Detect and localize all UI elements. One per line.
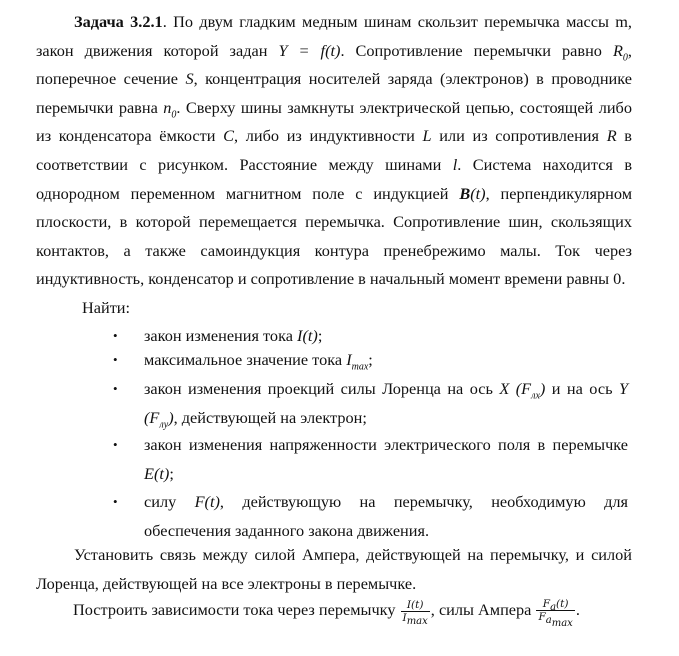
bullet-marker: • <box>113 494 118 509</box>
ampere-ratio-fraction: $\frac{F_a(t)}{F_{a_{max}}}$ <box>538 598 573 630</box>
bullet-marker: • <box>113 328 118 343</box>
symbol-current: I(t) <box>297 326 318 345</box>
list-item: силу F(t), действующую на перемычку, необходимую для обеспечения заданного закона движения. <box>144 492 628 540</box>
bullet-marker: • <box>113 381 118 396</box>
list-item: максимальное значение тока $I_{max}$; <box>144 350 373 373</box>
find-heading: Найти: <box>82 298 131 317</box>
symbol-b-arg: (t) <box>470 183 486 203</box>
text-run: , поперечное сечение <box>36 40 632 89</box>
text-run: , концентрация носителей заряда (электронов) в проводнике перемычки равна <box>36 69 632 117</box>
list-item: закон изменения проекций силы Лоренца на ось X $(F_{лx})$ и на ось Y $(F_{лy})$, действующей на электрон; <box>144 379 628 430</box>
symbol-efield: E(t) <box>144 463 170 483</box>
current-ratio-fraction: $\frac{I(t)}{I_{max}}$ <box>402 598 428 627</box>
list-item: закон изменения тока I(t); <box>144 326 323 345</box>
symbol-s: S <box>185 69 194 89</box>
text-run: в соответствии с рисунком. Расстояние между шинами <box>36 126 632 174</box>
text-run: или из сопротивления <box>431 126 607 146</box>
axis-x-symbol: X <box>499 379 510 398</box>
plot-task: Построить зависимости тока через перемычку $\frac{I(t)}{I_{max}}$ , силы Ампера $\frac{F_a(t)}{F_{a_{max}}}$ . <box>73 598 580 630</box>
symbol-r: R <box>606 126 617 146</box>
text-run: , перпендикулярном плоскости, в которой перемещается перемычка. Сопротивление шин, скользящих контактов, а также самоиндукция контура пренебрежимо малы. Ток через индуктивность, конденсатор и сопротивление в начальный момент времени равны 0. <box>36 183 632 289</box>
text-run: . Система находится в однородном переменном магнитном поле с индукцией <box>36 154 633 203</box>
symbol-l: L <box>422 126 432 146</box>
text-run: . Сопротивление перемычки равно <box>340 40 613 60</box>
symbol-flx: $(F_{лx})$ <box>515 379 546 402</box>
symbol-r0: $R_0$ <box>612 40 628 63</box>
symbol-imax: $I_{max}$ <box>346 350 369 373</box>
motion-law: Y = f(t) <box>278 40 341 60</box>
text-run: . По двум гладким медным шинам скользит перемычка массы m, закон движения которой задан <box>36 12 632 60</box>
relation-paragraph: Установить связь между силой Ампера, действующей на перемычку, и силой Лоренца, действующей на все электроны в перемычке. <box>36 545 632 593</box>
symbol-b: B <box>459 183 471 203</box>
text-run: . Сверху шины замкнуты электрической цепью, состоящей либо из конденсатора ёмкости <box>36 97 632 146</box>
bullet-marker: • <box>113 352 118 367</box>
bullet-marker: • <box>113 437 118 452</box>
symbol-distance: l <box>452 154 458 174</box>
symbol-n0: $n_0$ <box>163 97 177 121</box>
list-item: закон изменения напряженности электрического поля в перемычке E(t); <box>144 435 628 483</box>
problem-statement <box>36 8 632 294</box>
symbol-fly: $(F_{лy})$ <box>144 407 174 430</box>
text-run: , либо из индуктивности <box>234 126 423 146</box>
problem-title: Задача 3.2.1 <box>74 12 163 31</box>
symbol-c: C <box>223 126 235 146</box>
axis-y-symbol: Y <box>618 379 628 398</box>
symbol-force: F(t) <box>194 492 220 511</box>
